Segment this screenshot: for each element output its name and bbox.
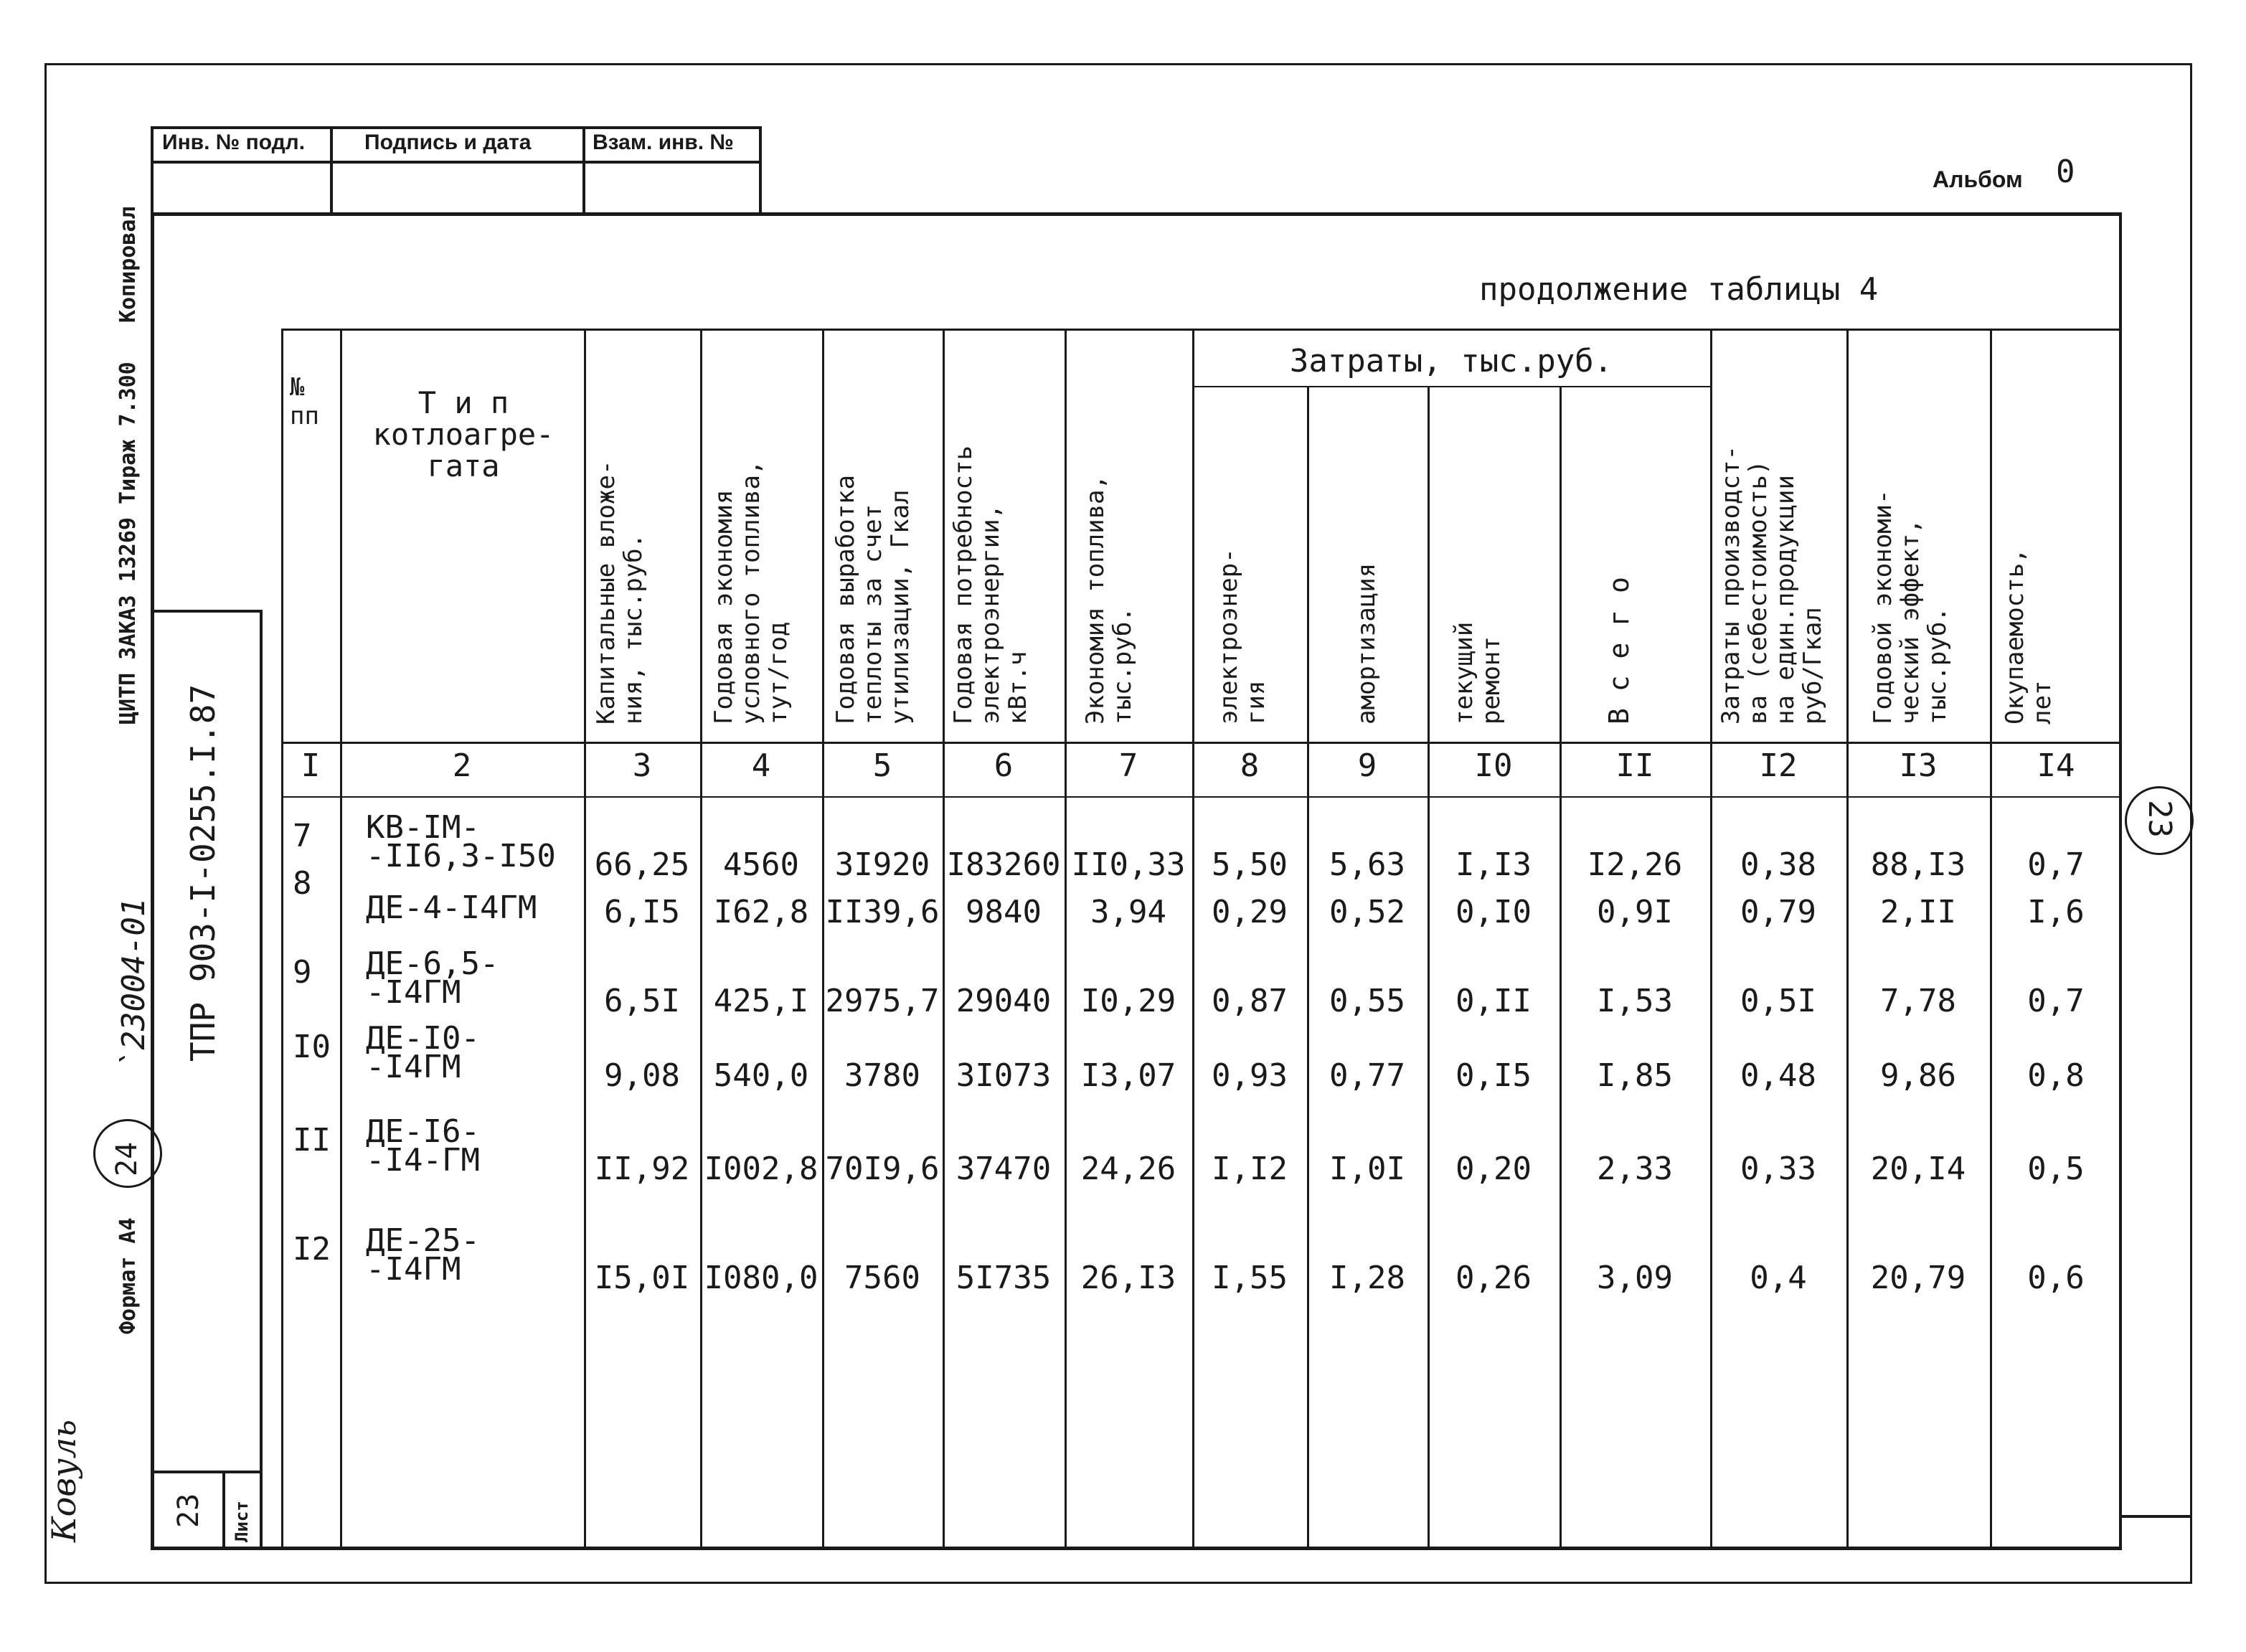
table-cell: 3,94 [1090, 894, 1166, 930]
table-cell: 6,I5 [604, 894, 680, 930]
table-cell: 0,5 [2027, 1151, 2085, 1187]
stamp-sign-label: Подпись и дата [364, 131, 532, 154]
table-cell: I,I3 [1455, 846, 1532, 883]
table-cell: 5,63 [1329, 846, 1405, 883]
row-number: 7 [293, 818, 312, 854]
table-cell: I,6 [2027, 894, 2085, 930]
sheet-label: Лист [232, 1501, 252, 1542]
table-cell: 425,I [713, 983, 809, 1019]
header-col-12: Затраты производст- ва (себестоимость) на един.продукции руб/Гкал [1717, 445, 1827, 724]
table-cell: 37470 [956, 1151, 1052, 1187]
table-cell: I002,8 [704, 1151, 818, 1187]
table-cell: 0,77 [1329, 1057, 1405, 1094]
header-col-5: Годовая выработка теплоты за счет утилизации, Гкал [831, 475, 915, 724]
table-cell: 0,33 [1740, 1151, 1816, 1187]
table-cell: 24,26 [1080, 1151, 1176, 1187]
table-cell: 26,I3 [1080, 1260, 1176, 1296]
header-col-9: амортизация [1352, 562, 1381, 724]
table-cell: 4560 [723, 846, 799, 883]
album-label: Альбом [1933, 166, 2023, 192]
circle-left-text: 24 [110, 1141, 143, 1176]
header-col-14: Окупаемость, лет [2001, 548, 2057, 724]
table-cell: I,I2 [1212, 1151, 1288, 1187]
header-costs-group: Затраты, тыс.руб. [1289, 343, 1613, 379]
header-col-10: текущий ремонт [1450, 621, 1506, 724]
table-cell: 2975,7 [825, 983, 940, 1019]
header-num: № пп [290, 373, 319, 430]
column-number: 8 [1240, 747, 1260, 784]
row-number: I2 [293, 1231, 331, 1268]
table-cell: II39,6 [825, 894, 940, 930]
table-cell: 0,II [1455, 983, 1532, 1019]
column-number: 3 [632, 747, 652, 784]
table-cell: 0,52 [1329, 894, 1405, 930]
column-number: 7 [1118, 747, 1138, 784]
table-cell: 0,38 [1740, 846, 1816, 883]
boiler-type: ДЕ-I0- -I4ГМ [366, 1020, 480, 1085]
column-number: 9 [1357, 747, 1377, 784]
table-cell: 5I735 [956, 1260, 1052, 1296]
table-cell: 29040 [956, 983, 1052, 1019]
boiler-type: ДЕ-I6- -I4-ГМ [366, 1113, 480, 1179]
table-cell: 9,86 [1880, 1057, 1956, 1094]
table-cell: I0,29 [1080, 983, 1176, 1019]
header-col-13: Годовой экономи- ческий эффект, тыс.руб. [1869, 489, 1952, 724]
table-cell: 0,5I [1740, 983, 1816, 1019]
table-cell: 3I920 [834, 846, 930, 883]
table-cell: 6,5I [604, 983, 680, 1019]
sheet-number: 23 [172, 1493, 205, 1528]
column-number: 2 [452, 747, 472, 784]
table-cell: 0,20 [1455, 1151, 1532, 1187]
table-cell: 0,7 [2027, 983, 2085, 1019]
column-number: I [301, 747, 321, 784]
table-cell: 0,29 [1212, 894, 1288, 930]
table-cell: 0,4 [1750, 1260, 1807, 1296]
table-cell: 0,I5 [1455, 1057, 1532, 1094]
table-cell: 7,78 [1880, 983, 1956, 1019]
header-col-11: В с е г о [1603, 577, 1635, 724]
table-cell: I62,8 [713, 894, 809, 930]
table-cell: 88,I3 [1870, 846, 1966, 883]
doc-code: ТПР 903-I-0255.I.87 [184, 684, 222, 1062]
row-number: 8 [293, 865, 312, 902]
handwritten-code: `23004-01 [115, 897, 152, 1069]
column-number: I4 [2037, 747, 2075, 784]
table-cell: 0,6 [2027, 1260, 2085, 1296]
table-cell: 70I9,6 [825, 1151, 940, 1187]
table-cell: 2,33 [1597, 1151, 1673, 1187]
table-cell: 0,26 [1455, 1260, 1532, 1296]
row-number: 9 [293, 954, 312, 991]
table-cell: I2,26 [1587, 846, 1683, 883]
signature: Ковуль [44, 1419, 83, 1542]
header-col-7: Экономия топлива, тыс.руб. [1081, 475, 1137, 724]
circle-right-text: 23 [2141, 800, 2178, 838]
header-type: Т и п котлоагре- гата [372, 385, 555, 483]
table-cell: I5,0I [594, 1260, 690, 1296]
table-cell: I,0I [1329, 1151, 1405, 1187]
continuation-caption: продолжение таблицы 4 [1479, 271, 1879, 308]
table-cell: 20,I4 [1870, 1151, 1966, 1187]
table-cell: 5,50 [1212, 846, 1288, 883]
boiler-type: ДЕ-25- -I4ГМ [366, 1222, 480, 1288]
table-cell: 0,9I [1597, 894, 1673, 930]
table-cell: 0,I0 [1455, 894, 1532, 930]
table-cell: 0,8 [2027, 1057, 2085, 1094]
table-cell: 0,55 [1329, 983, 1405, 1019]
table-cell: 0,48 [1740, 1057, 1816, 1094]
column-number: I2 [1759, 747, 1798, 784]
column-number: 6 [994, 747, 1014, 784]
table-cell: 0,79 [1740, 894, 1816, 930]
table-cell: 9,08 [604, 1057, 680, 1094]
column-number: II [1615, 747, 1654, 784]
table-cell: II,92 [594, 1151, 690, 1187]
row-number: I0 [293, 1029, 331, 1065]
table-cell: 2,II [1880, 894, 1956, 930]
format-text: Формат А4 [115, 1217, 141, 1334]
table-cell: I,53 [1597, 983, 1673, 1019]
table-cell: 20,79 [1870, 1260, 1966, 1296]
table-cell: 3780 [844, 1057, 920, 1094]
column-number: 5 [872, 747, 892, 784]
table-cell: I3,07 [1080, 1057, 1176, 1094]
header-col-6: Годовая потребность электроэнергии, кВт.ч [949, 445, 1032, 724]
table-cell: 0,7 [2027, 846, 2085, 883]
table-cell: I,55 [1212, 1260, 1288, 1296]
boiler-type: ДЕ-4-I4ГМ [366, 889, 537, 926]
margin-order-text: ЦИТП ЗАКАЗ 13269 Тираж 7.300 Копировал [115, 206, 141, 724]
table-cell: 3,09 [1597, 1260, 1673, 1296]
column-number: I0 [1474, 747, 1513, 784]
table-cell: 0,87 [1212, 983, 1288, 1019]
header-col-8: электроэнер- гия [1214, 548, 1270, 724]
boiler-type: ДЕ-6,5- -I4ГМ [366, 945, 499, 1011]
stamp-vzam-label: Взам. инв. № [593, 131, 734, 154]
header-col-3: Капитальные вложе- ния, тыс.руб. [592, 460, 648, 724]
table-cell: I83260 [946, 846, 1061, 883]
column-number: 4 [751, 747, 771, 784]
column-number: I3 [1899, 747, 1938, 784]
table-cell: 9840 [966, 894, 1042, 930]
table-cell: I,28 [1329, 1260, 1405, 1296]
album-value: 0 [2056, 154, 2075, 190]
table-cell: 0,93 [1212, 1057, 1288, 1094]
boiler-type: КВ-IМ- -II6,3-I50 [366, 809, 556, 874]
table-cell: I,85 [1597, 1057, 1673, 1094]
table-cell: 66,25 [594, 846, 690, 883]
header-col-4: Годовая экономия условного топлива, тут/год [709, 460, 793, 724]
table-cell: 540,0 [713, 1057, 809, 1094]
stamp-inv-label: Инв. № подл. [162, 131, 306, 154]
row-number: II [293, 1122, 331, 1158]
table-cell: I080,0 [704, 1260, 818, 1296]
table-cell: 3I073 [956, 1057, 1052, 1094]
table-cell: II0,33 [1071, 846, 1186, 883]
table-cell: 7560 [844, 1260, 920, 1296]
